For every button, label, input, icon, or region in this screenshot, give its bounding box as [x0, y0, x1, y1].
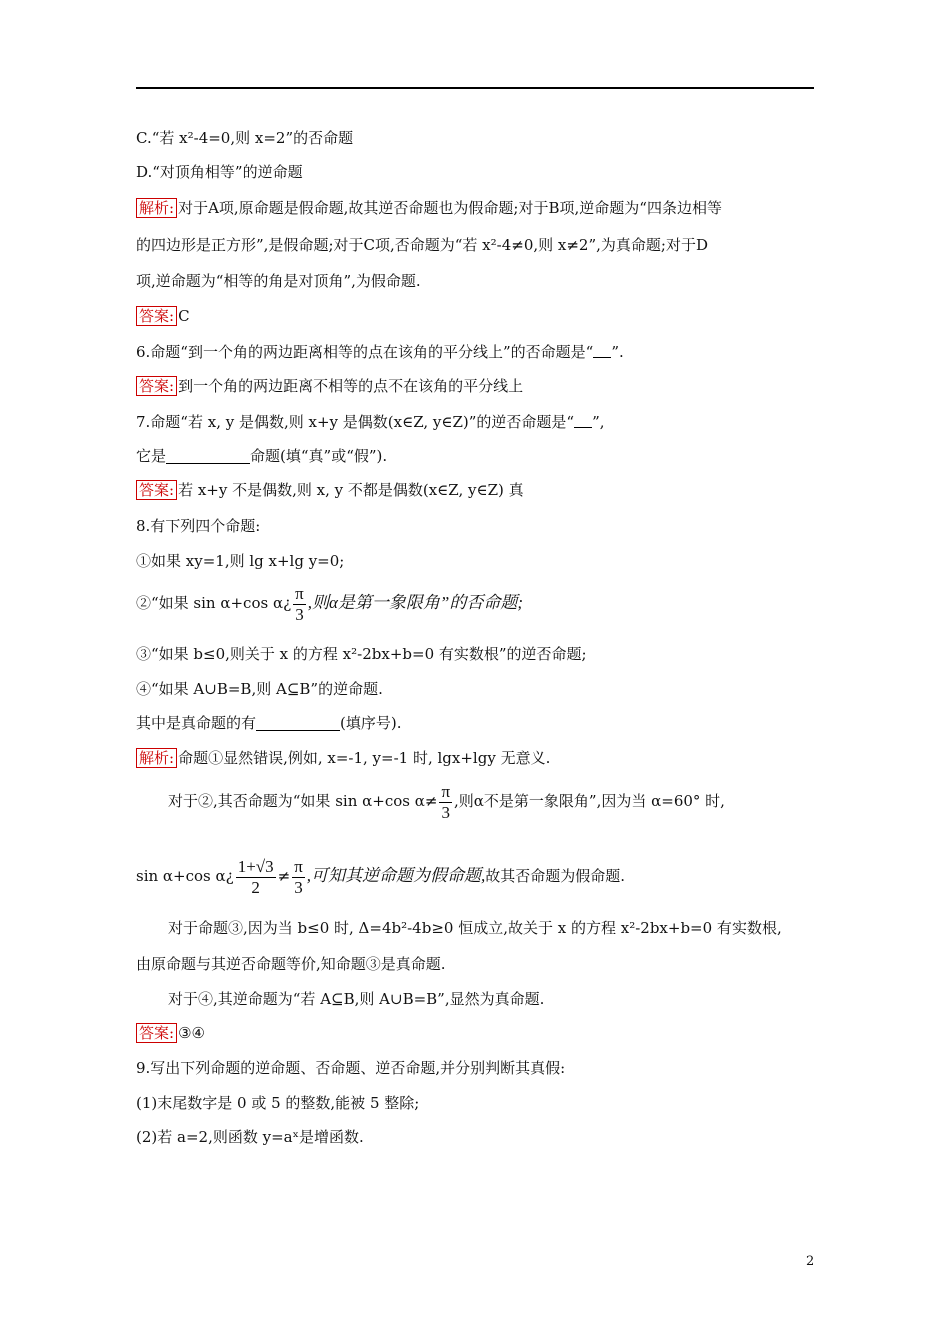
analysis-8-line4: 对于命题③,因为当 b≤0 时, Δ=4b²-4b≥0 恒成立,故关于 x 的方程 x²-2bx+b=0 有实数根,: [168, 919, 782, 937]
question-8-ask: 其中是真命题的有 (填序号).: [136, 714, 402, 732]
answer-label: 答案:: [136, 376, 177, 396]
analysis-5-line3: 项,逆命题为“相等的角是对顶角”,为假命题.: [136, 272, 421, 290]
analysis-8-line6: 对于④,其逆命题为“若 A⊆B,则 A∪B=B”,显然为真命题.: [168, 990, 545, 1008]
option-c: C.“若 x²-4=0,则 x=2”的否命题: [136, 129, 354, 147]
analysis-5-line1: 解析: 对于A项,原命题是假命题,故其逆否命题也为假命题;对于B项,逆命题为“四条边相等: [136, 197, 722, 219]
analysis-label: 解析:: [136, 198, 177, 218]
answer-label: 答案:: [136, 480, 177, 500]
question-8-item2: ②“如果 sin α+cos α¿ $\frac{\pi}{3}$ ,则α是第一象限角”的否命题;: [136, 583, 524, 624]
fill-blank[interactable]: [166, 448, 250, 464]
answer-5: 答案: C: [136, 305, 190, 327]
question-8-item3: ③“如果 b≤0,则关于 x 的方程 x²-2bx+b=0 有实数根”的逆否命题;: [136, 645, 587, 663]
question-8-item4: ④“如果 A∪B=B,则 A⊆B”的逆命题.: [136, 680, 383, 698]
analysis-8-line1: 解析: 命题①显然错误,例如, x=-1, y=-1 时, lgx+lgy 无意义.: [136, 747, 550, 769]
question-9-item2: (2)若 a=2,则函数 y=aˣ是增函数.: [136, 1128, 364, 1146]
analysis-5-line2: 的四边形是正方形”,是假命题;对于C项,否命题为“若 x²-4≠0,则 x≠2”,为真命题;对于D: [136, 236, 708, 254]
answer-7: 答案: 若 x+y 不是偶数,则 x, y 不都是偶数(x∈Z, y∈Z) 真: [136, 479, 524, 501]
analysis-label: 解析:: [136, 748, 177, 768]
answer-8: 答案: ③④: [136, 1022, 205, 1044]
fill-blank[interactable]: [256, 715, 340, 731]
analysis-8-line5: 由原命题与其逆否命题等价,知命题③是真命题.: [136, 955, 446, 973]
question-9: 9.写出下列命题的逆命题、否命题、逆否命题,并分别判断其真假:: [136, 1059, 566, 1077]
analysis-8-line2: 对于②,其否命题为“如果 sin α+cos α≠ $\frac{\pi}{3}$ ,则α不是第一象限角”,因为当 α=60° 时,: [168, 781, 725, 822]
header-rule: [136, 87, 814, 89]
answer-label: 答案:: [136, 306, 177, 326]
question-7-line1: 7.命题“若 x, y 是偶数,则 x+y 是偶数(x∈Z, y∈Z)”的逆否命题是“ ”,: [136, 413, 605, 431]
answer-6: 答案: 到一个角的两边距离不相等的点不在该角的平分线上: [136, 375, 523, 397]
question-8: 8.有下列四个命题:: [136, 517, 261, 535]
analysis-8-line3: sin α+cos α¿ $\frac{1+√3}{2}$ ≠ $\frac{\pi}{3}$ ,可知其逆命题为假命题,故其否命题为假命题.: [136, 856, 626, 897]
question-6: 6.命题“到一个角的两边距离相等的点在该角的平分线上”的否命题是“ ”.: [136, 343, 624, 361]
page-number: 2: [806, 1254, 815, 1269]
option-d: D.“对顶角相等”的逆命题: [136, 163, 303, 181]
answer-label: 答案:: [136, 1023, 177, 1043]
question-7-line2: 它是 命题(填“真”或“假”).: [136, 447, 388, 465]
question-9-item1: (1)末尾数字是 0 或 5 的整数,能被 5 整除;: [136, 1094, 420, 1112]
question-8-item1: ①如果 xy=1,则 lg x+lg y=0;: [136, 552, 345, 570]
